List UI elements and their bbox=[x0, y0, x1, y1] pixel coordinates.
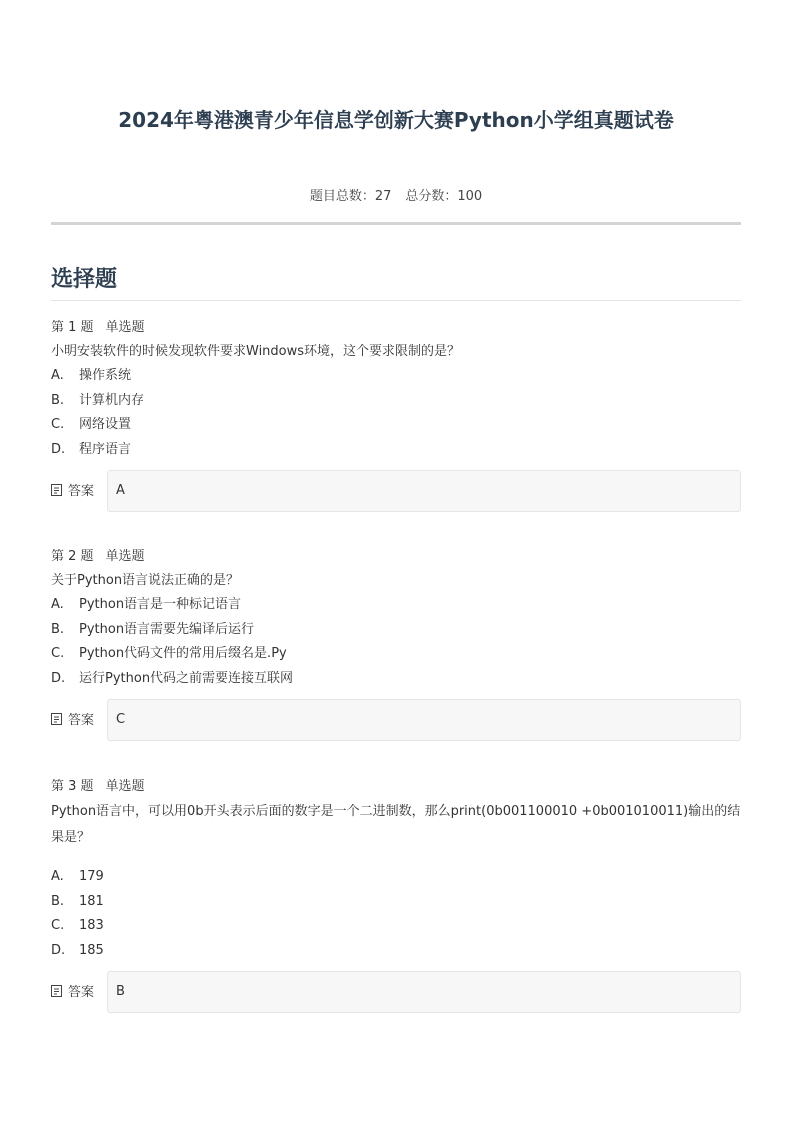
option-b bbox=[51, 389, 741, 414]
question-text: Python语言中，可以用0b开头表示后面的数字是一个二进制数，那么print(0b001100010 +0b001010011)输出的结果是？ bbox=[51, 804, 741, 845]
question-header bbox=[51, 545, 741, 569]
option-b bbox=[51, 890, 741, 915]
question-type: 单选题 bbox=[105, 779, 145, 794]
option-letter: D. bbox=[51, 942, 66, 958]
option-text: 操作系统 bbox=[79, 368, 132, 383]
option-letter: C. bbox=[51, 417, 65, 432]
question-1 bbox=[51, 316, 741, 512]
option-d bbox=[51, 667, 741, 692]
option-a bbox=[51, 865, 741, 890]
option-text: 计算机内存 bbox=[79, 392, 145, 408]
answer-row bbox=[51, 470, 741, 512]
question-header bbox=[51, 316, 741, 340]
option-text: 网络设置 bbox=[79, 417, 132, 432]
option-letter: A. bbox=[51, 869, 64, 884]
question-2 bbox=[51, 545, 741, 741]
option-letter: A. bbox=[51, 597, 64, 612]
option-a bbox=[51, 364, 741, 389]
option-text: 179 bbox=[79, 869, 104, 884]
section-divider bbox=[51, 300, 741, 301]
answer-row bbox=[51, 699, 741, 741]
answer-value: C bbox=[116, 712, 126, 727]
answer-value: A bbox=[116, 483, 125, 498]
option-b bbox=[51, 618, 741, 643]
option-letter: B. bbox=[51, 621, 65, 637]
option-letter: A. bbox=[51, 368, 64, 383]
total-score: 总分数：100 bbox=[405, 189, 483, 204]
option-text: 运行Python代码之前需要连接互联网 bbox=[79, 670, 294, 686]
answer-label-text: 答案 bbox=[68, 985, 95, 1000]
option-text: 185 bbox=[79, 942, 104, 958]
question-number: 第 2 题 bbox=[51, 549, 94, 564]
option-text: 程序语言 bbox=[79, 441, 132, 457]
option-c bbox=[51, 413, 741, 438]
answer-label bbox=[51, 480, 94, 499]
answer-label-text: 答案 bbox=[68, 713, 95, 728]
option-c bbox=[51, 642, 741, 667]
question-header bbox=[51, 775, 741, 799]
option-letter: D. bbox=[51, 670, 66, 686]
option-letter: B. bbox=[51, 893, 65, 909]
answer-icon bbox=[51, 484, 62, 496]
option-text: 183 bbox=[79, 918, 104, 933]
option-d bbox=[51, 438, 741, 463]
answer-box bbox=[107, 470, 741, 512]
option-c bbox=[51, 914, 741, 939]
document-title: 2024年粤港澳青少年信息学创新大赛Python小学组真题试卷 bbox=[118, 108, 674, 132]
answer-label-text: 答案 bbox=[68, 484, 95, 499]
answer-box bbox=[107, 971, 741, 1013]
option-letter: D. bbox=[51, 441, 66, 457]
option-text: 181 bbox=[79, 893, 104, 909]
question-text: 关于Python语言说法正确的是？ bbox=[51, 573, 240, 588]
question-text: 小明安装软件的时候发现软件要求Windows环境，这个要求限制的是？ bbox=[51, 344, 461, 359]
section-title: 选择题 bbox=[51, 267, 118, 292]
total-questions: 题目总数：27 bbox=[309, 189, 392, 204]
question-type: 单选题 bbox=[105, 320, 145, 335]
header-divider bbox=[51, 222, 741, 225]
option-d bbox=[51, 939, 741, 964]
answer-icon bbox=[51, 985, 62, 997]
option-letter: B. bbox=[51, 392, 65, 408]
option-text: Python语言是一种标记语言 bbox=[79, 597, 242, 612]
option-letter: C. bbox=[51, 918, 65, 933]
answer-label bbox=[51, 981, 94, 1000]
answer-icon bbox=[51, 713, 62, 725]
question-type: 单选题 bbox=[105, 549, 145, 564]
option-text: Python代码文件的常用后缀名是.Py bbox=[79, 646, 287, 661]
option-letter: C. bbox=[51, 646, 65, 661]
answer-label bbox=[51, 709, 94, 728]
answer-value: B bbox=[116, 984, 125, 999]
exam-meta bbox=[51, 185, 741, 204]
question-number: 第 3 题 bbox=[51, 779, 94, 794]
question-3 bbox=[51, 775, 741, 1013]
option-a bbox=[51, 593, 741, 618]
answer-box bbox=[107, 699, 741, 741]
question-number: 第 1 题 bbox=[51, 320, 94, 335]
answer-row bbox=[51, 971, 741, 1013]
option-text: Python语言需要先编译后运行 bbox=[79, 621, 255, 637]
